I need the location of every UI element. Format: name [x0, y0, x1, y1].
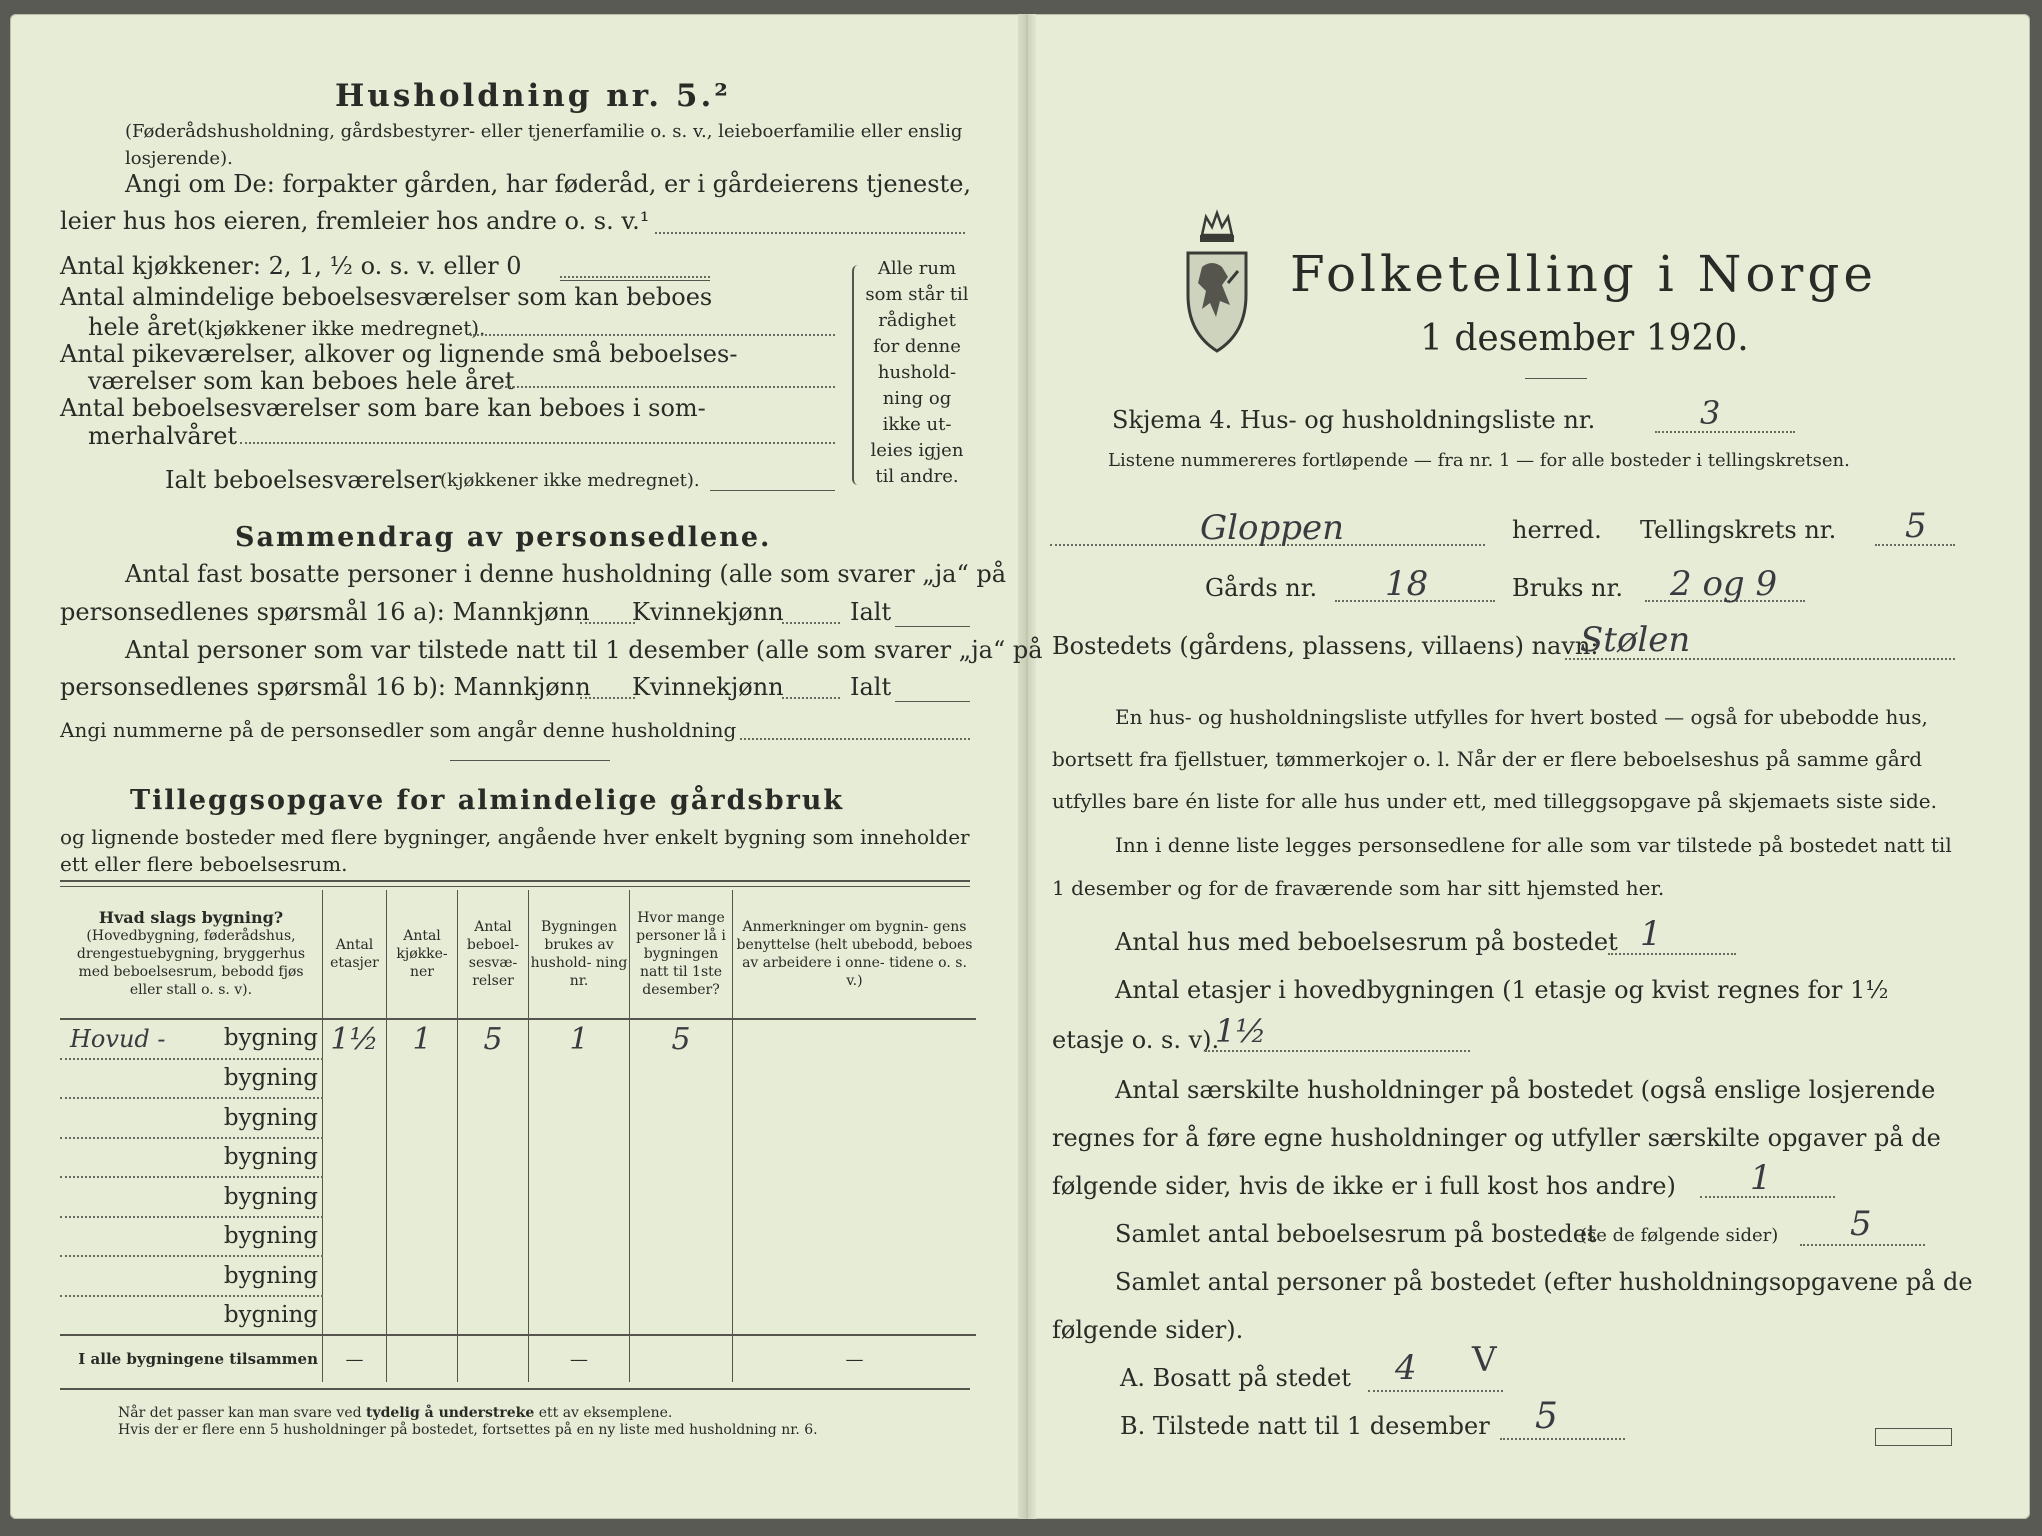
row1-vaerelser[interactable]: 5 — [458, 1019, 529, 1059]
q4-fill — [1800, 1244, 1925, 1246]
alm-line-2: hele året — [88, 313, 197, 341]
q5-label-b: følgende sider). — [1052, 1316, 1244, 1344]
household-title: Husholdning nr. 5.² — [335, 78, 731, 114]
para-2: bortsett fra fjellstuer, tømmerkojer o. l. Når der er flere beboelseshus på samme gård — [1052, 747, 1923, 771]
row-label: bygning — [60, 1296, 323, 1336]
row-label: bygning — [60, 1217, 323, 1257]
census-date: 1 desember 1920. — [1420, 318, 1749, 359]
q3-value[interactable]: 1 — [1750, 1158, 1772, 1198]
row-label: bygning — [223, 1024, 318, 1051]
pike-fill[interactable] — [500, 386, 835, 388]
ialt-label: Ialt beboelsesværelser — [165, 466, 442, 494]
row-label: bygning — [60, 1256, 323, 1296]
gards-label: Gårds nr. — [1205, 574, 1318, 602]
title-divider — [1525, 378, 1587, 379]
row1-etasjer[interactable]: 1½ — [323, 1019, 387, 1059]
bruks-label: Bruks nr. — [1512, 574, 1623, 602]
ialt-label-1: Ialt — [850, 598, 892, 626]
gards-nr-hand[interactable]: 18 — [1385, 564, 1429, 604]
bosted-hand[interactable]: Stølen — [1580, 620, 1691, 660]
section-divider — [450, 760, 610, 761]
sum-label: I alle bygningene tilsammen — [60, 1335, 323, 1382]
ialt-note: (kjøkkener ikke medregnet). — [440, 470, 700, 491]
kjokken-rule — [560, 280, 710, 281]
table-row[interactable] — [60, 1138, 976, 1178]
row1-husholdning[interactable]: 1 — [529, 1019, 630, 1059]
header-personer: Hvor mange personer lå i bygningen natt til 1ste desember? — [630, 890, 733, 1019]
table-top-rule-2 — [60, 886, 970, 887]
herred-hand[interactable]: Gloppen — [1200, 508, 1345, 548]
mann-16b-fill[interactable] — [580, 697, 635, 699]
q3-label-c: følgende sider, hvis de ikke er i full kost hos andre) — [1052, 1172, 1676, 1200]
qb-fill — [1500, 1438, 1625, 1440]
tillegg-line-2: ett eller flere beboelsesrum. — [60, 852, 348, 876]
para-4: Inn i denne liste legges personsedlene for alle som var tilstede på bostedet natt til — [1115, 833, 1952, 857]
skjema-fill — [1655, 431, 1795, 433]
sum-kjokkener[interactable] — [387, 1335, 458, 1382]
printer-stamp — [1875, 1428, 1952, 1446]
header-etasjer: Antal etasjer — [323, 890, 387, 1019]
side-brace — [852, 265, 858, 485]
coat-of-arms-icon — [1182, 205, 1252, 353]
alm-fill[interactable] — [470, 334, 835, 336]
qb-value[interactable]: 5 — [1535, 1396, 1558, 1437]
qb-label: B. Tilstede natt til 1 desember — [1120, 1412, 1490, 1440]
table-header-row — [60, 890, 976, 1019]
angi-line-2: leier hus hos eieren, fremleier hos andre o. s. v.¹ — [60, 207, 650, 235]
angi-line-1: Angi om De: forpakter gården, har føderåd, er i gårdeierens tjeneste, — [125, 170, 972, 198]
bruks-nr-hand[interactable]: 2 og 9 — [1670, 564, 1778, 604]
summary-line-3: Antal personer som var tilstede natt til 1 desember (alle som svarer „ja“ på — [125, 636, 1043, 664]
kvinne-label-2: Kvinnekjønn — [632, 673, 784, 701]
kjokken-label: Antal kjøkkener: 2, 1, ½ o. s. v. eller 0 — [60, 252, 522, 280]
para-5: 1 desember og for de fraværende som har sitt hjemsted her. — [1052, 876, 1665, 900]
som-line-2: merhalvåret — [88, 422, 238, 450]
footnote-2: Hvis der er flere enn 5 husholdninger på bostedet, fortsettes på en ny liste med husholdning nr. 6. — [118, 1422, 818, 1438]
table-top-rule — [60, 880, 970, 882]
q2-label: Antal etasjer i hovedbygningen (1 etasje og kvist regnes for 1½ — [1115, 976, 1889, 1004]
kvinne-label-1: Kvinnekjønn — [632, 598, 784, 626]
header-beboelsesvaerelser: Antal beboel- sesvæ- relser — [458, 890, 529, 1019]
page-fold — [1018, 14, 1036, 1519]
q1-fill — [1608, 953, 1736, 955]
listene-note: Listene nummereres fortløpende — fra nr. 1 — for alle bosteder i tellingskretsen. — [1108, 450, 1850, 471]
mann-16a-fill[interactable] — [580, 622, 635, 624]
q3-label: Antal særskilte husholdninger på bostedet (også enslige losjerende — [1115, 1076, 1936, 1104]
pike-line-1: Antal pikeværelser, alkover og lignende små beboelses- — [60, 340, 738, 368]
pike-line-2: værelser som kan beboes hele året — [88, 367, 515, 395]
bosted-label: Bostedets (gårdens, plassens, villaens) navn: — [1052, 632, 1599, 660]
sum-personer[interactable] — [630, 1335, 733, 1382]
nummerne-label: Angi nummerne på de personsedler som angår denne husholdning — [60, 718, 737, 742]
table-sum-row — [60, 1335, 976, 1382]
table-row[interactable] — [60, 1256, 976, 1296]
q1-label: Antal hus med beboelsesrum på bostedet — [1115, 928, 1618, 956]
header-anmerkninger: Anmerkninger om bygnin- gens benyttelse (helt ubebodd, beboes av arbeidere i onne- tidene o. s. v.) — [733, 890, 977, 1019]
qa-check-mark: V — [1472, 1340, 1497, 1380]
para-1: En hus- og husholdningsliste utfylles for hvert bosted — også for ubebodde hus, — [1115, 705, 1928, 729]
row-label: bygning — [60, 1059, 323, 1099]
summary-line-4: personsedlenes spørsmål 16 b): Mannkjønn — [60, 673, 591, 701]
qa-fill — [1368, 1390, 1503, 1392]
q5-label: Samlet antal personer på bostedet (efter husholdningsopgavene på de — [1115, 1268, 1973, 1296]
som-fill[interactable] — [240, 442, 835, 444]
table-bottom-rule — [60, 1388, 970, 1390]
summary-title: Sammendrag av personsedlene. — [235, 522, 772, 553]
q4-label: Samlet antal beboelsesrum på bostedet — [1115, 1220, 1597, 1248]
herred-label: herred. — [1512, 516, 1602, 544]
q4-value[interactable]: 5 — [1850, 1204, 1872, 1244]
kvinne-16a-fill[interactable] — [782, 622, 840, 624]
qa-label: A. Bosatt på stedet — [1120, 1364, 1351, 1392]
table-row[interactable] — [60, 1059, 976, 1099]
footnote-1: Når det passer kan man svare ved tydelig å understreke ett av eksemplene. — [118, 1405, 673, 1421]
q2-value[interactable]: 1½ — [1215, 1012, 1267, 1050]
tillegg-title: Tilleggsopgave for almindelige gårdsbruk — [130, 785, 845, 816]
krets-nr-hand[interactable]: 5 — [1905, 506, 1927, 546]
row-label: bygning — [60, 1177, 323, 1217]
alm-line-1: Antal almindelige beboelsesværelser som kan beboes — [60, 283, 713, 311]
alm-line-2b: (kjøkkener ikke medregnet). — [197, 316, 486, 340]
census-title: Folketelling i Norge — [1290, 245, 1877, 303]
qa-value[interactable]: 4 — [1395, 1348, 1417, 1388]
header-husholdning-nr: Bygningen brukes av hushold- ning nr. — [529, 890, 630, 1019]
q4-note: (se de følgende sider) — [1580, 1225, 1779, 1246]
kvinne-16b-fill[interactable] — [782, 697, 840, 699]
q2-label-b: etasje o. s. v). — [1052, 1026, 1220, 1054]
sum-husholdning: — — [529, 1335, 630, 1382]
household-subtitle: (Føderådshusholdning, gårdsbestyrer- eller tjenerfamilie o. s. v., leieboerfamilie eller enslig losjerende). — [125, 121, 963, 169]
header-kjokkener: Antal kjøkke- ner — [387, 890, 458, 1019]
sum-anmerkninger: — — [733, 1335, 977, 1382]
row1-anmerkninger[interactable] — [733, 1019, 977, 1059]
ialt-fill[interactable] — [710, 490, 835, 491]
sum-etasjer: — — [323, 1335, 387, 1382]
side-note: Alle rum som står til rådighet for denne hushold- ning og ikke ut- leies igjen til andre. — [865, 258, 969, 487]
row1-building-hand: Hovud - — [70, 1024, 166, 1053]
table-row[interactable] — [60, 1019, 976, 1059]
para-3: utfylles bare én liste for alle hus under ett, med tilleggsopgave på skjemaets siste side. — [1052, 789, 1937, 813]
nummerne-fill[interactable] — [740, 738, 970, 740]
building-table — [60, 890, 976, 1382]
header-building-type: Hvad slags bygning? (Hovedbygning, føderådshus, drengestuebygning, bryggerhus med beboelsesrum, bebodd fjøs eller stall o. s. v). — [60, 890, 323, 1019]
q1-value[interactable]: 1 — [1640, 914, 1662, 954]
skjema-nr-hand[interactable]: 3 — [1700, 394, 1721, 432]
krets-label: Tellingskrets nr. — [1640, 516, 1837, 544]
row-label: bygning — [60, 1138, 323, 1178]
table-row[interactable] — [60, 1296, 976, 1336]
angi-fill-line[interactable] — [655, 232, 965, 234]
table-row[interactable] — [60, 1098, 976, 1138]
tillegg-line-1: og lignende bosteder med flere bygninger, angående hver enkelt bygning som inneholder — [60, 825, 970, 849]
sum-vaerelser[interactable] — [458, 1335, 529, 1382]
ialt-label-2: Ialt — [850, 673, 892, 701]
table-row[interactable] — [60, 1177, 976, 1217]
ialt-16a-fill[interactable] — [895, 626, 970, 627]
q3-label-b: regnes for å føre egne husholdninger og utfyller særskilte opgaver på de — [1052, 1124, 1941, 1152]
som-line-1: Antal beboelsesværelser som bare kan beboes i som- — [60, 394, 706, 422]
row1-personer[interactable]: 5 — [630, 1019, 733, 1059]
summary-line-2: personsedlenes spørsmål 16 a): Mannkjønn — [60, 598, 590, 626]
summary-line-1: Antal fast bosatte personer i denne husholdning (alle som svarer „ja“ på — [125, 560, 1007, 588]
skjema-label: Skjema 4. Hus- og husholdningsliste nr. — [1112, 406, 1596, 434]
table-row[interactable] — [60, 1217, 976, 1257]
kjokken-fill[interactable] — [560, 276, 710, 278]
q2-fill — [1205, 1050, 1470, 1052]
row1-kjokkener[interactable]: 1 — [387, 1019, 458, 1059]
ialt-16b-fill[interactable] — [895, 701, 970, 702]
row-label: bygning — [60, 1098, 323, 1138]
